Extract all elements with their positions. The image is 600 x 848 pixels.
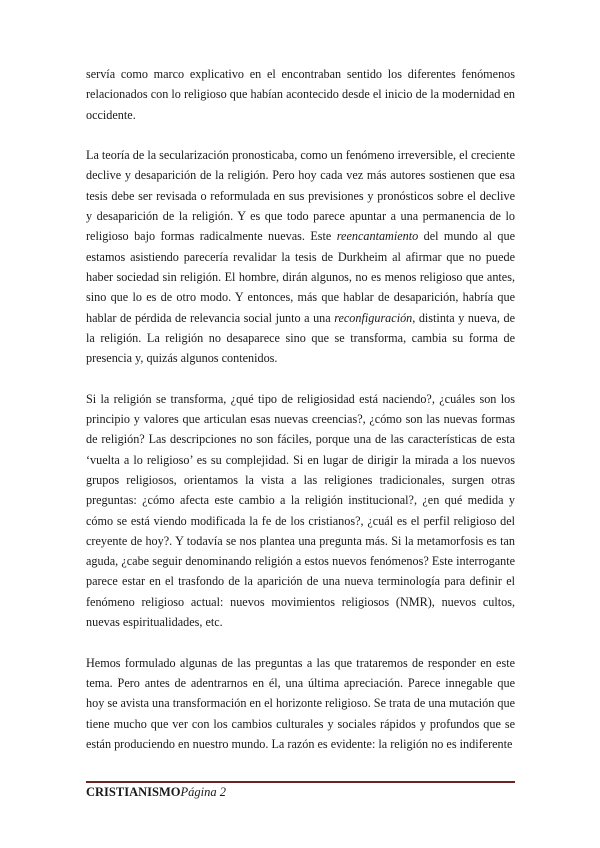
p2-text-c: , distinta y nueva, de la religión. La religión no desaparece sino que se transforma, cambia su forma de presencia y, quizás algunos contenidos. — [86, 310, 515, 366]
paragraph-1 — [86, 64, 515, 125]
term-reencantamiento: reencantamiento — [336, 229, 419, 244]
footer-divider — [86, 781, 515, 783]
p2-text-b: del mundo al que estamos asistiendo parecería revalidar la tesis de Durkheim al afirmar que no puede haber sociedad sin religión. El hombre, dirán algunos, no es menos religioso que antes, sino que lo es de otro modo. Y entonces, más que hablar de desaparición, habría que hablar de pérdida de relevancia social junto a una — [86, 229, 516, 325]
footer-title: CRISTIANISMO — [86, 785, 181, 799]
body-text — [86, 64, 515, 774]
p1-text: servía como marco explicativo en el encontraban sentido los diferentes fenómenos relacionados con lo religioso que habían acontecido desde el inicio de la modernidad en occidente. — [86, 67, 515, 122]
page-number: Página 2 — [180, 785, 226, 799]
term-reconfiguracion: reconfiguración — [334, 310, 413, 325]
paragraph-2 — [86, 145, 515, 368]
p3-text: Si la religión se transforma, ¿qué tipo de religiosidad está naciendo?, ¿cuáles son los principio y valores que articulan esas nuevas creencias?, ¿cómo son las nuevas formas de religión? Las descripciones no son fáciles, porque una de las características de esta ‘vuelta a lo religioso’ es su complejidad. Si en lugar de dirigir la mirada a los nuevos grupos religiosos, orientamos la vista a las religiones tradicionales, surgen otras preguntas: ¿cómo afecta este cambio a la religión institucional?, ¿en qué medida y cómo se está viendo modificada la fe de los cristianos?, ¿cuál es el perfil religioso del creyente de hoy?. Y todavía se nos plantea una pregunta más. Si la metamorfosis es tan aguda, ¿cabe seguir denominando religión a estos nuevos fenómenos? Este interrogante parece estar en el trasfondo de la aparición de una nueva terminología para definir el fenómeno religioso actual: nuevos movimientos religiosos (NMR), nuevos cultos, nuevas espiritualidades, etc. — [86, 391, 515, 630]
p2-text-a: La teoría de la secularización pronosticaba, como un fenómeno irreversible, el creciente declive y desaparición de la religión. Pero hoy cada vez más autores sostienen que esa tesis debe ser revisada o reformulada en sus previsiones y pronósticos sobre el declive y desaparición de la religión. Y es que todo parece apuntar a una permanencia de lo religioso bajo formas radicalmente nuevas. Este — [86, 148, 515, 244]
page-footer — [86, 785, 226, 800]
paragraph-3 — [86, 389, 515, 633]
paragraph-4 — [86, 653, 515, 754]
p4-text: Hemos formulado algunas de las preguntas a las que trataremos de responder en este tema. Pero antes de adentrarnos en él, una última apreciación. Parece innegable que hoy se avista una transformación en el horizonte religioso. Se trata de una mutación que tiene mucho que ver con los cambios culturales y sociales rápidos y profundos que se están produciendo en nuestro mundo. La razón es evidente: la religión no es indiferente — [86, 655, 515, 751]
